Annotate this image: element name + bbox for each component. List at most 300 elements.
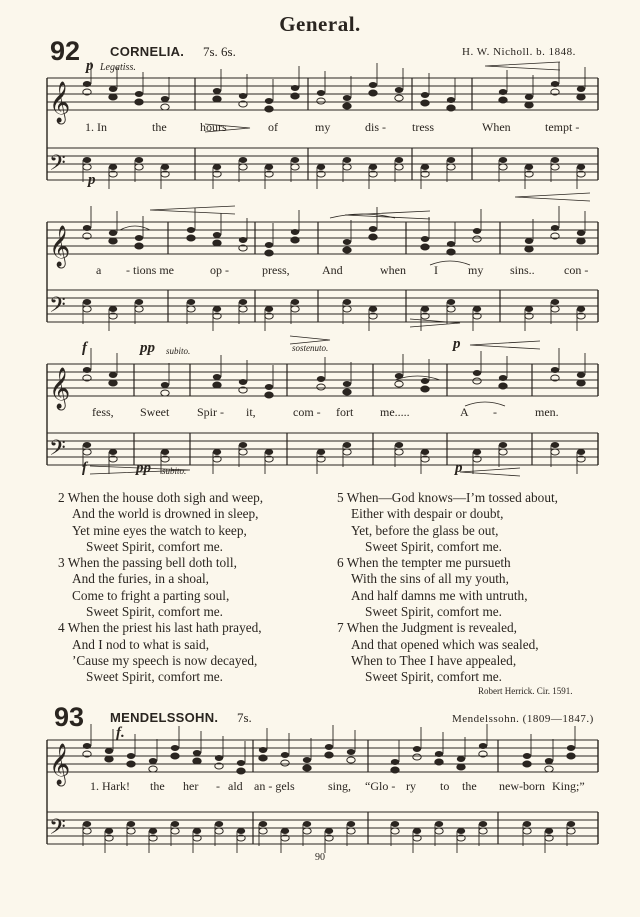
lyric-syllable: it, [246, 405, 256, 419]
lyric-syllable: - tions me [126, 263, 174, 277]
lyric-syllable: of [268, 120, 278, 134]
notehead [551, 306, 559, 312]
dynamic-p-bass-amen: p [455, 460, 463, 476]
lyric-syllable: - [216, 779, 220, 793]
notehead [447, 164, 455, 170]
notehead [161, 382, 169, 388]
notehead [83, 225, 91, 231]
lyric-syllable: And [322, 263, 343, 277]
lyric-syllable: fess, [92, 405, 114, 419]
notehead [303, 821, 311, 827]
notehead [551, 367, 559, 373]
notehead [395, 164, 403, 170]
composer-93: Mendelssohn. (1809—1847.) [452, 713, 594, 725]
notehead [413, 828, 421, 834]
notehead [83, 164, 91, 170]
notehead [369, 234, 377, 240]
dynamic-f-bass: f [82, 460, 87, 476]
lyric-syllable: “Glo - [365, 779, 396, 793]
notehead [237, 760, 245, 766]
notehead [525, 238, 533, 244]
notehead [473, 370, 481, 376]
notehead [499, 89, 507, 95]
notehead [499, 157, 507, 163]
notehead [259, 828, 267, 834]
notehead [421, 449, 429, 455]
notehead [239, 93, 247, 99]
notehead [435, 821, 443, 827]
notehead [343, 95, 351, 101]
lyric-syllable: com - [293, 405, 321, 419]
notehead [413, 754, 421, 760]
notehead [421, 100, 429, 106]
hairpin-crescendo [485, 62, 560, 70]
notehead [135, 243, 143, 249]
notehead [395, 381, 403, 387]
expression-sostenuto: sostenuto. [292, 343, 329, 353]
notehead [109, 230, 117, 236]
notehead [369, 226, 377, 232]
lyric-syllable: Spir - [197, 405, 224, 419]
notehead [413, 746, 421, 752]
lyric-syllable: the [462, 779, 477, 793]
notehead [213, 382, 221, 388]
notehead [347, 749, 355, 755]
notehead [193, 828, 201, 834]
notehead [127, 761, 135, 767]
notehead [215, 828, 223, 834]
notehead [567, 828, 575, 834]
bass-clef-icon: 𝄢 [49, 815, 66, 845]
expression-subito-bass: subito. [162, 466, 187, 476]
notehead [317, 376, 325, 382]
notehead [577, 238, 585, 244]
lyric-syllable: the [152, 120, 167, 134]
treble-clef-icon: 𝄞 [49, 368, 71, 409]
notehead [239, 449, 247, 455]
notehead [109, 380, 117, 386]
notehead [447, 306, 455, 312]
notehead [523, 828, 531, 834]
lyric-syllable: the [150, 779, 165, 793]
lyric-syllable: ald [228, 779, 243, 793]
notehead [239, 442, 247, 448]
dynamic-pp-bass: pp [136, 460, 151, 476]
notehead [551, 299, 559, 305]
meter-92: 7s. 6s. [203, 44, 236, 59]
lyric-syllable: op - [210, 263, 229, 277]
lyric-syllable: sins.. [510, 263, 535, 277]
notehead [395, 449, 403, 455]
notehead [161, 164, 169, 170]
notehead [127, 828, 135, 834]
notehead [525, 164, 533, 170]
lyric-syllable: when [380, 263, 406, 277]
notehead [369, 306, 377, 312]
notehead [239, 299, 247, 305]
notehead [83, 449, 91, 455]
notehead [395, 87, 403, 93]
notehead [281, 752, 289, 758]
notehead [161, 104, 169, 110]
notehead [447, 105, 455, 111]
notehead [213, 306, 221, 312]
notehead [265, 384, 273, 390]
notehead [239, 157, 247, 163]
notehead [171, 745, 179, 751]
notehead [343, 103, 351, 109]
notehead [239, 237, 247, 243]
lyric-syllable: ry [406, 779, 416, 793]
notehead [83, 81, 91, 87]
notehead [291, 237, 299, 243]
lyric-syllable: - [493, 405, 497, 419]
notehead [303, 828, 311, 834]
notehead [259, 821, 267, 827]
notehead [265, 106, 273, 112]
notehead [473, 378, 481, 384]
notehead [109, 238, 117, 244]
notehead [193, 750, 201, 756]
notehead [545, 766, 553, 772]
notehead [317, 384, 325, 390]
dynamic-f-93: f. [116, 725, 125, 741]
notehead [343, 239, 351, 245]
notehead [343, 164, 351, 170]
notehead [213, 449, 221, 455]
lyric-syllable: dis - [365, 120, 386, 134]
notehead [567, 821, 575, 827]
lyric-syllable: tress [412, 120, 434, 134]
notehead [551, 81, 559, 87]
notehead [421, 236, 429, 242]
dynamic-pp: pp [140, 340, 155, 356]
notehead [343, 299, 351, 305]
notehead [265, 250, 273, 256]
notehead [347, 821, 355, 827]
notehead [577, 306, 585, 312]
notehead [171, 828, 179, 834]
notehead [421, 92, 429, 98]
notehead [291, 93, 299, 99]
notehead [447, 97, 455, 103]
notehead [135, 157, 143, 163]
notehead [149, 758, 157, 764]
notehead [109, 306, 117, 312]
hairpin-crescendo [470, 341, 540, 349]
notehead [135, 99, 143, 105]
notehead [281, 760, 289, 766]
notehead [343, 247, 351, 253]
notehead [317, 449, 325, 455]
meter-93: 7s. [237, 710, 252, 725]
notehead [105, 748, 113, 754]
notehead [265, 164, 273, 170]
notehead [317, 98, 325, 104]
notehead [499, 442, 507, 448]
lyric-syllable: me..... [380, 405, 410, 419]
notehead [325, 828, 333, 834]
notehead [567, 753, 575, 759]
bass-clef-icon: 𝄢 [49, 293, 66, 323]
notehead [551, 225, 559, 231]
notehead [83, 442, 91, 448]
verse-5: 5 When—God knows—I’m tossed about, Either with despair or doubt, Yet, before the glass be out, Sweet Spirit, comfort me. [337, 490, 558, 554]
notehead [109, 449, 117, 455]
notehead [109, 86, 117, 92]
bass-clef-icon: 𝄢 [49, 151, 66, 181]
notehead [525, 102, 533, 108]
notehead [525, 246, 533, 252]
notehead [291, 85, 299, 91]
lyric-syllable: fort [336, 405, 354, 419]
verses-right-column [337, 490, 558, 686]
lyric-syllable: press, [262, 263, 290, 277]
dynamic-f: f [82, 340, 87, 356]
lyric-syllable: my [468, 263, 484, 277]
hairpin-crescendo [345, 211, 430, 219]
lyric-syllable: When [482, 120, 511, 134]
notehead [479, 828, 487, 834]
lyric-syllable: new-born [499, 779, 545, 793]
notehead [303, 757, 311, 763]
expression-legatiss: Legatiss. [100, 62, 136, 73]
lyric-syllable: her [183, 779, 199, 793]
notehead [215, 755, 223, 761]
notehead [577, 94, 585, 100]
notehead [213, 240, 221, 246]
lyric-syllable: a [96, 263, 102, 277]
notehead [391, 821, 399, 827]
verse-2: 2 When the house doth sigh and weep, And the world is drowned in sleep, Yet mine eyes the watch to keep, Sweet Spirit, comfort me. [58, 490, 264, 554]
notehead [149, 828, 157, 834]
notehead [435, 751, 443, 757]
notehead [135, 91, 143, 97]
notehead [83, 743, 91, 749]
notehead [213, 96, 221, 102]
lyric-syllable: an - gels [254, 779, 295, 793]
notehead [545, 758, 553, 764]
notehead [83, 367, 91, 373]
notehead [499, 375, 507, 381]
notehead [421, 306, 429, 312]
notehead [577, 372, 585, 378]
notehead [391, 767, 399, 773]
notehead [395, 442, 403, 448]
notehead [291, 164, 299, 170]
notehead [259, 747, 267, 753]
bass-clef-icon: 𝄢 [49, 436, 66, 466]
notehead [391, 828, 399, 834]
lyric-syllable: men. [535, 405, 559, 419]
notehead [291, 229, 299, 235]
lyric-syllable: my [315, 120, 331, 134]
notehead [551, 157, 559, 163]
notehead [291, 306, 299, 312]
notehead [109, 164, 117, 170]
notehead [171, 821, 179, 827]
hairpin-decrescendo [410, 319, 460, 327]
notehead [161, 390, 169, 396]
lyric-syllable: A [460, 405, 469, 419]
notehead [265, 242, 273, 248]
notehead [545, 828, 553, 834]
notehead [127, 753, 135, 759]
notehead [83, 828, 91, 834]
notehead [577, 164, 585, 170]
notehead [421, 164, 429, 170]
notehead [343, 306, 351, 312]
notehead [395, 95, 403, 101]
notehead [369, 82, 377, 88]
notehead [577, 86, 585, 92]
hairpin-crescendo [150, 206, 235, 214]
verse-7: 7 When the Judgment is revealed, And that opened which was sealed, When to Thee I have appealed, Sweet Spirit, comfort me. [337, 620, 539, 685]
hairpin-crescendo [460, 468, 520, 476]
verse-6: 6 When the tempter me pursueth With the sins of all my youth, And half damns me with untruth, Sweet Spirit, comfort me. [337, 555, 528, 620]
verses-left-column [58, 490, 263, 686]
notehead [343, 157, 351, 163]
lyric-syllable: Sweet [140, 405, 170, 419]
notehead [347, 828, 355, 834]
notehead [421, 378, 429, 384]
notehead [187, 235, 195, 241]
notehead [343, 381, 351, 387]
notehead [105, 756, 113, 762]
notehead [523, 753, 531, 759]
notehead [239, 164, 247, 170]
dynamic-p: p [86, 58, 94, 74]
notehead [473, 236, 481, 242]
expression-subito: subito. [166, 346, 191, 356]
treble-clef-icon: 𝄞 [49, 82, 71, 123]
notehead [499, 164, 507, 170]
notehead [577, 380, 585, 386]
notehead [391, 759, 399, 765]
notehead [523, 761, 531, 767]
notehead [83, 821, 91, 827]
notehead [343, 442, 351, 448]
lyric-syllable: King;” [552, 779, 585, 793]
notehead [265, 306, 273, 312]
notehead [239, 379, 247, 385]
notehead [479, 821, 487, 827]
notehead [135, 299, 143, 305]
notehead [193, 758, 201, 764]
notehead [303, 765, 311, 771]
notehead [215, 821, 223, 827]
lyric-syllable: 1. In [85, 120, 107, 134]
notehead [525, 94, 533, 100]
notehead [259, 755, 267, 761]
notehead [237, 828, 245, 834]
slur [465, 402, 505, 406]
notehead [325, 744, 333, 750]
notehead [499, 383, 507, 389]
lyric-syllable: I [434, 263, 438, 277]
notehead [369, 164, 377, 170]
notehead [577, 230, 585, 236]
notehead [265, 98, 273, 104]
notehead [213, 374, 221, 380]
notehead [281, 828, 289, 834]
notehead [237, 768, 245, 774]
treble-clef-icon: 𝄞 [49, 744, 71, 785]
notehead [577, 449, 585, 455]
hairpin-crescendo [515, 193, 590, 201]
notehead [291, 299, 299, 305]
notehead [567, 745, 575, 751]
verse-3: 3 When the passing bell doth toll, And the furies, in a shoal, Come to fright a parting soul, Sweet Spirit, comfort me. [58, 555, 237, 620]
notehead [109, 372, 117, 378]
text-attribution: Robert Herrick. Cir. 1591. [478, 686, 573, 696]
notehead [473, 449, 481, 455]
hymn-number-93: 93 [54, 702, 85, 732]
notehead [317, 90, 325, 96]
lyric-syllable: to [440, 779, 450, 793]
notehead [171, 753, 179, 759]
notehead [127, 821, 135, 827]
notehead [161, 96, 169, 102]
notehead [479, 743, 487, 749]
notehead [499, 449, 507, 455]
notehead [213, 88, 221, 94]
tune-name-cornelia: CORNELIA. [110, 44, 185, 59]
slur [120, 226, 150, 230]
notehead [343, 389, 351, 395]
notehead [457, 756, 465, 762]
composer-92: H. W. Nicholl. b. 1848. [462, 46, 576, 58]
notehead [83, 299, 91, 305]
notehead [265, 449, 273, 455]
notehead [149, 766, 157, 772]
notehead [473, 306, 481, 312]
notehead [499, 97, 507, 103]
notehead [213, 232, 221, 238]
section-title: General. [279, 12, 361, 36]
tune-name-mendelssohn: MENDELSSOHN. [110, 710, 219, 725]
notehead [135, 306, 143, 312]
notehead [421, 386, 429, 392]
notehead [421, 244, 429, 250]
notehead [447, 157, 455, 163]
notehead [457, 828, 465, 834]
notehead [187, 306, 195, 312]
lyric-syllable: con - [564, 263, 589, 277]
notehead [551, 442, 559, 448]
notehead [187, 299, 195, 305]
lyric-syllable: tempt - [545, 120, 580, 134]
notehead [435, 828, 443, 834]
notehead [135, 164, 143, 170]
notehead [435, 759, 443, 765]
notehead [395, 157, 403, 163]
notehead [83, 306, 91, 312]
notehead [213, 164, 221, 170]
notehead [347, 757, 355, 763]
notehead [291, 157, 299, 163]
treble-clef-icon: 𝄞 [49, 226, 71, 267]
notehead [369, 90, 377, 96]
notehead [551, 449, 559, 455]
notehead [447, 241, 455, 247]
notehead [325, 752, 333, 758]
notehead [447, 249, 455, 255]
notehead [105, 828, 113, 834]
notehead [187, 227, 195, 233]
notehead [135, 235, 143, 241]
page-number: 90 [315, 852, 325, 863]
